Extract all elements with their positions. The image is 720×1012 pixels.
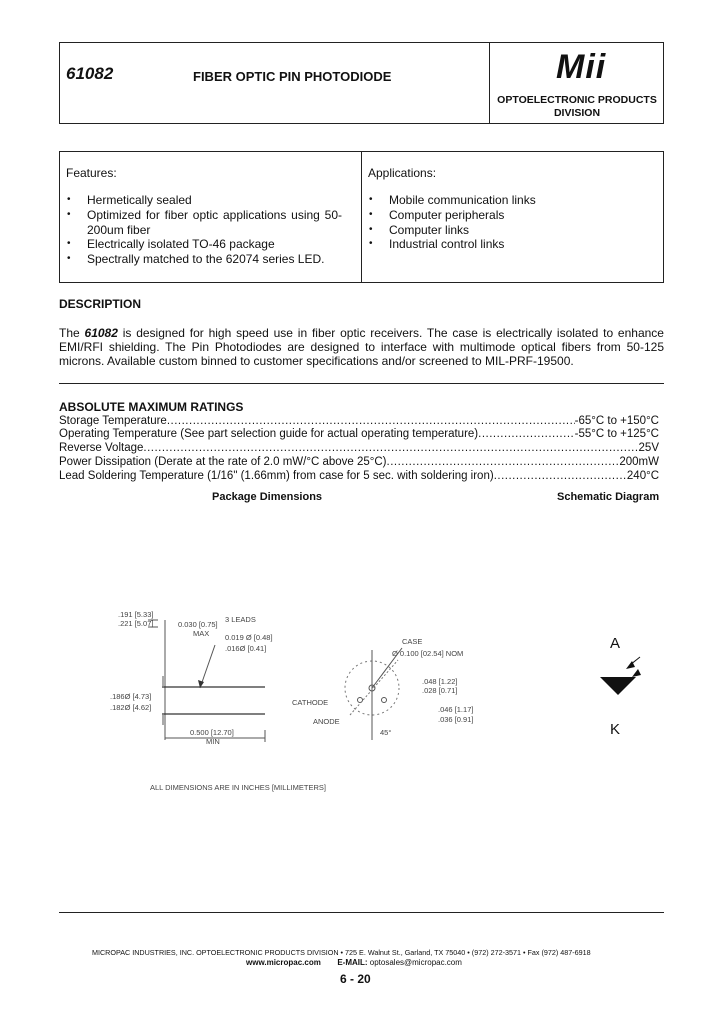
dim-label: ANODE — [313, 717, 340, 726]
rating-value: -55°C to +125°C — [574, 428, 659, 440]
dim-label: .028 [0.71] — [422, 686, 458, 695]
dim-label: 0.500 [12.70] — [190, 728, 234, 737]
email-label: E-MAIL: — [337, 958, 368, 967]
rating-label: Storage Temperature — [59, 415, 167, 427]
applications-section — [368, 166, 648, 252]
rating-label: Reverse Voltage — [59, 442, 144, 454]
feature-item: • Hermetically sealed — [66, 193, 342, 208]
division-line1: OPTOELECTRONIC PRODUCTS — [497, 94, 657, 106]
dim-label: 0.030 [0.75] — [178, 620, 218, 629]
feature-item: • Optimized for fiber optic applications using 50-200um fiber — [66, 208, 342, 238]
dim-label: 45° — [380, 728, 392, 737]
cathode-label: K — [610, 721, 621, 738]
rating-row — [59, 428, 659, 441]
dim-label: .046 [1.17] — [438, 705, 474, 714]
rating-row — [59, 456, 659, 469]
package-heading: Package Dimensions — [212, 491, 323, 503]
rating-value: -65°C to +150°C — [574, 415, 659, 427]
photodiode-symbol — [596, 655, 646, 695]
dim-label: CASE — [402, 637, 423, 646]
website-link[interactable]: www.micropac.com — [246, 958, 321, 967]
dim-label: .048 [1.22] — [422, 677, 458, 686]
page-number: 6 - 20 — [340, 972, 371, 986]
rating-value: 25V — [638, 442, 659, 454]
section-rule — [59, 383, 664, 384]
dim-label: Ø 0.100 [02.54] NOM — [392, 649, 464, 658]
description-part: 61082 — [84, 326, 118, 340]
rating-row — [59, 470, 659, 483]
rating-label: Operating Temperature (See part selection guide for actual operating temperature) — [59, 428, 479, 440]
dim-label: .016Ø [0.41] — [225, 644, 267, 653]
email-link[interactable]: optosales@micropac.com — [369, 958, 462, 967]
footer-contact — [246, 958, 462, 967]
rating-label: Lead Soldering Temperature (1/16" (1.66mm) from case for 5 sec. with soldering iron) — [59, 470, 494, 482]
dim-label: .221 [5.07] — [118, 619, 154, 628]
rating-row — [59, 415, 659, 428]
application-item: • Computer links — [368, 223, 648, 238]
dim-label: CATHODE — [292, 698, 329, 707]
feature-item: • Spectrally matched to the 62074 series LED. — [66, 252, 342, 267]
description-body: is designed for high speed use in fiber optic receivers. The case is electrically isolated to enhance EMI/RFI shielding. The Pin Photodiodes are designed to interface with multimode optical fibers from 50-125 microns. Available custom binned to customer specifications and/or screened to MIL-PRF-19500. — [59, 326, 664, 368]
rating-row — [59, 442, 659, 455]
division-line2: DIVISION — [553, 107, 601, 119]
anode-label: A — [610, 635, 621, 652]
schematic-heading: Schematic Diagram — [557, 491, 660, 503]
footer-company: MICROPAC INDUSTRIES, INC. OPTOELECTRONIC PRODUCTS DIVISION • 725 E. Walnut St., Garland, TX 75040 • (972) 272-3571 • Fax (972) 487-6918 — [92, 948, 591, 957]
applications-heading: Applications: — [368, 166, 437, 180]
description-heading: DESCRIPTION — [59, 297, 142, 311]
application-item: • Industrial control links — [368, 237, 648, 252]
dim-label: .186Ø [4.73] — [110, 692, 152, 701]
dim-label: MAX — [193, 629, 210, 638]
brand-logo: Mii — [556, 48, 607, 86]
page-title: FIBER OPTIC PIN PHOTODIODE — [193, 69, 392, 84]
dim-label: 0.019 Ø [0.48] — [225, 633, 273, 642]
features-list — [66, 193, 342, 267]
dim-label: 3 LEADS — [225, 615, 256, 624]
features-heading: Features: — [66, 166, 117, 180]
rating-value: 200mW — [619, 456, 659, 468]
footer-rule — [59, 912, 664, 913]
part-number: 61082 — [66, 64, 114, 83]
rating-label: Power Dissipation (Derate at the rate of 2.0 mW/°C above 25°C) — [59, 456, 387, 468]
dim-label: .191 [5.33] — [118, 610, 154, 619]
application-item: • Computer peripherals — [368, 208, 648, 223]
features-divider — [361, 151, 362, 283]
applications-list — [368, 193, 648, 252]
features-section — [66, 166, 342, 267]
application-item: • Mobile communication links — [368, 193, 648, 208]
rating-value: 240°C — [626, 470, 659, 482]
description-text — [59, 326, 664, 368]
dim-label: .182Ø [4.62] — [110, 703, 152, 712]
description-intro: The — [59, 326, 80, 340]
dim-label: MIN — [206, 737, 220, 746]
dim-label: .036 [0.91] — [438, 715, 474, 724]
dimensions-note: ALL DIMENSIONS ARE IN INCHES [MILLIMETERS] — [150, 783, 327, 792]
feature-item: • Electrically isolated TO-46 package — [66, 237, 342, 252]
ratings-heading: ABSOLUTE MAXIMUM RATINGS — [59, 400, 244, 414]
